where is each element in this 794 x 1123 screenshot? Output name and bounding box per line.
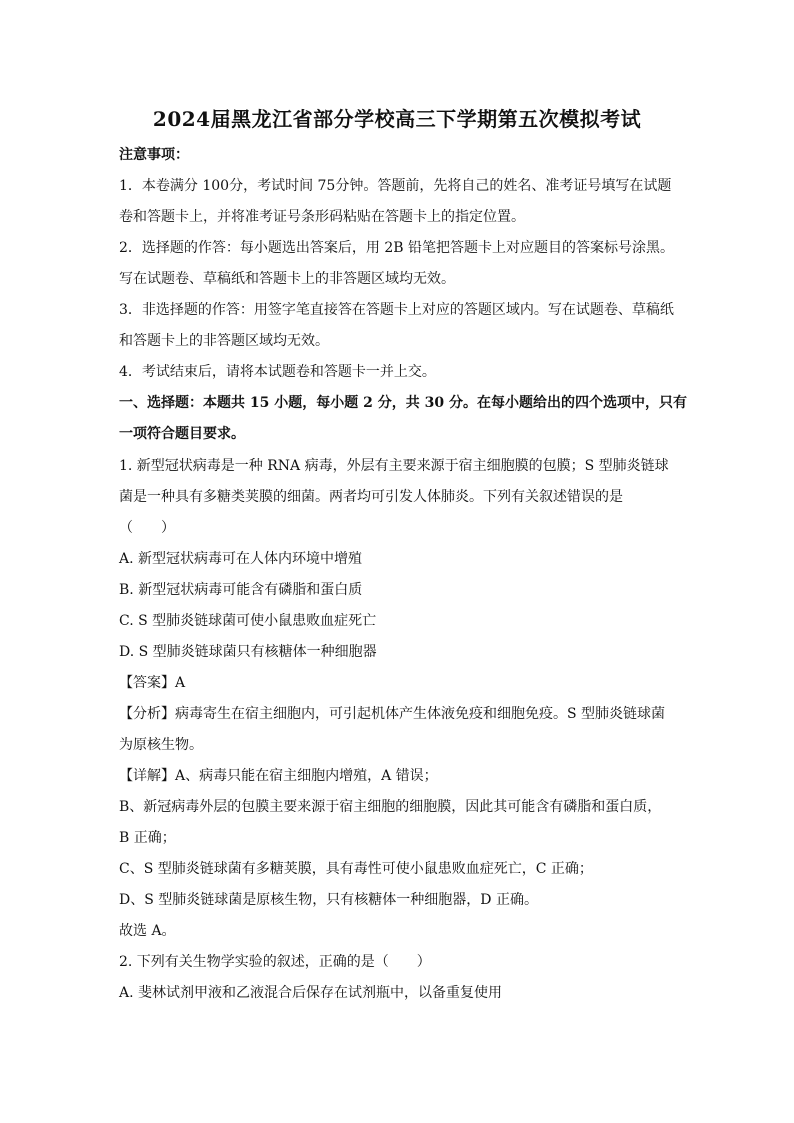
q1-conclusion: 故选 A。 <box>119 923 176 939</box>
q1-explanation: B 正确； <box>119 830 176 846</box>
q1-analysis: 【分析】病毒寄生在宿主细胞内，可引起机体产生体液免疫和细胞免疫。S 型肺炎链球菌 <box>119 706 666 722</box>
q1-answer: 【答案】A <box>119 675 186 691</box>
q1-stem: 菌是一种具有多糖类荚膜的细菌。两者均可引发人体肺炎。下列有关叙述错误的是 <box>119 489 623 505</box>
notice-line: 4．考试结束后，请将本试题卷和答题卡一并上交。 <box>119 364 436 380</box>
exam-title: 2024届黑龙江省部分学校高三下学期第五次模拟考试 <box>152 107 642 131</box>
notice-line: 1．本卷满分 100分，考试时间 75分钟。答题前，先将自己的姓名、准考证号填写在试题 <box>119 178 672 194</box>
q1-explanation: 【详解】A、病毒只能在宿主细胞内增殖，A 错误； <box>119 768 438 784</box>
section-heading: 一、选择题：本题共 15 小题，每小题 2 分，共 30 分。在每小题给出的四个选项中，只有 <box>119 395 687 411</box>
notice-line: 2．选择题的作答：每小题选出答案后，用 2B 铅笔把答题卡上对应题目的答案标号涂黑。 <box>119 240 675 256</box>
q1-explanation: B、新冠病毒外层的包膜主要来源于宿主细胞的细胞膜，因此其可能含有磷脂和蛋白质， <box>119 799 662 815</box>
notice-heading: 注意事项： <box>119 147 189 163</box>
q1-option-c: C. S 型肺炎链球菌可使小鼠患败血症死亡 <box>119 613 377 629</box>
q1-blank: （ ） <box>119 520 175 536</box>
notice-line: 写在试题卷、草稿纸和答题卡上的非答题区域均无效。 <box>119 271 455 287</box>
q1-explanation: D、S 型肺炎链球菌是原核生物，只有核糖体一种细胞器，D 正确。 <box>119 892 538 908</box>
q1-stem: 1. 新型冠状病毒是一种 RNA 病毒，外层有主要来源于宿主细胞膜的包膜；S 型肺炎链球 <box>119 458 669 474</box>
section-heading: 一项符合题目要求。 <box>119 426 245 442</box>
q1-option-d: D. S 型肺炎链球菌只有核糖体一种细胞器 <box>119 644 377 660</box>
q2-option-a: A. 斐林试剂甲液和乙液混合后保存在试剂瓶中，以备重复使用 <box>119 985 503 1001</box>
notice-line: 3．非选择题的作答：用签字笔直接答在答题卡上对应的答题区域内。写在试题卷、草稿纸 <box>119 302 674 318</box>
notice-line: 和答题卡上的非答题区域均无效。 <box>119 333 329 349</box>
q2-stem: 2. 下列有关生物学实验的叙述，正确的是（ ） <box>119 954 431 970</box>
q1-analysis: 为原核生物。 <box>119 737 203 753</box>
q1-explanation: C、S 型肺炎链球菌有多糖荚膜，具有毒性可使小鼠患败血症死亡，C 正确； <box>119 861 593 877</box>
notice-line: 卷和答题卡上，并将准考证号条形码粘贴在答题卡上的指定位置。 <box>119 209 525 225</box>
q1-option-a: A. 新型冠状病毒可在人体内环境中增殖 <box>119 551 363 567</box>
q1-option-b: B. 新型冠状病毒可能含有磷脂和蛋白质 <box>119 582 363 598</box>
